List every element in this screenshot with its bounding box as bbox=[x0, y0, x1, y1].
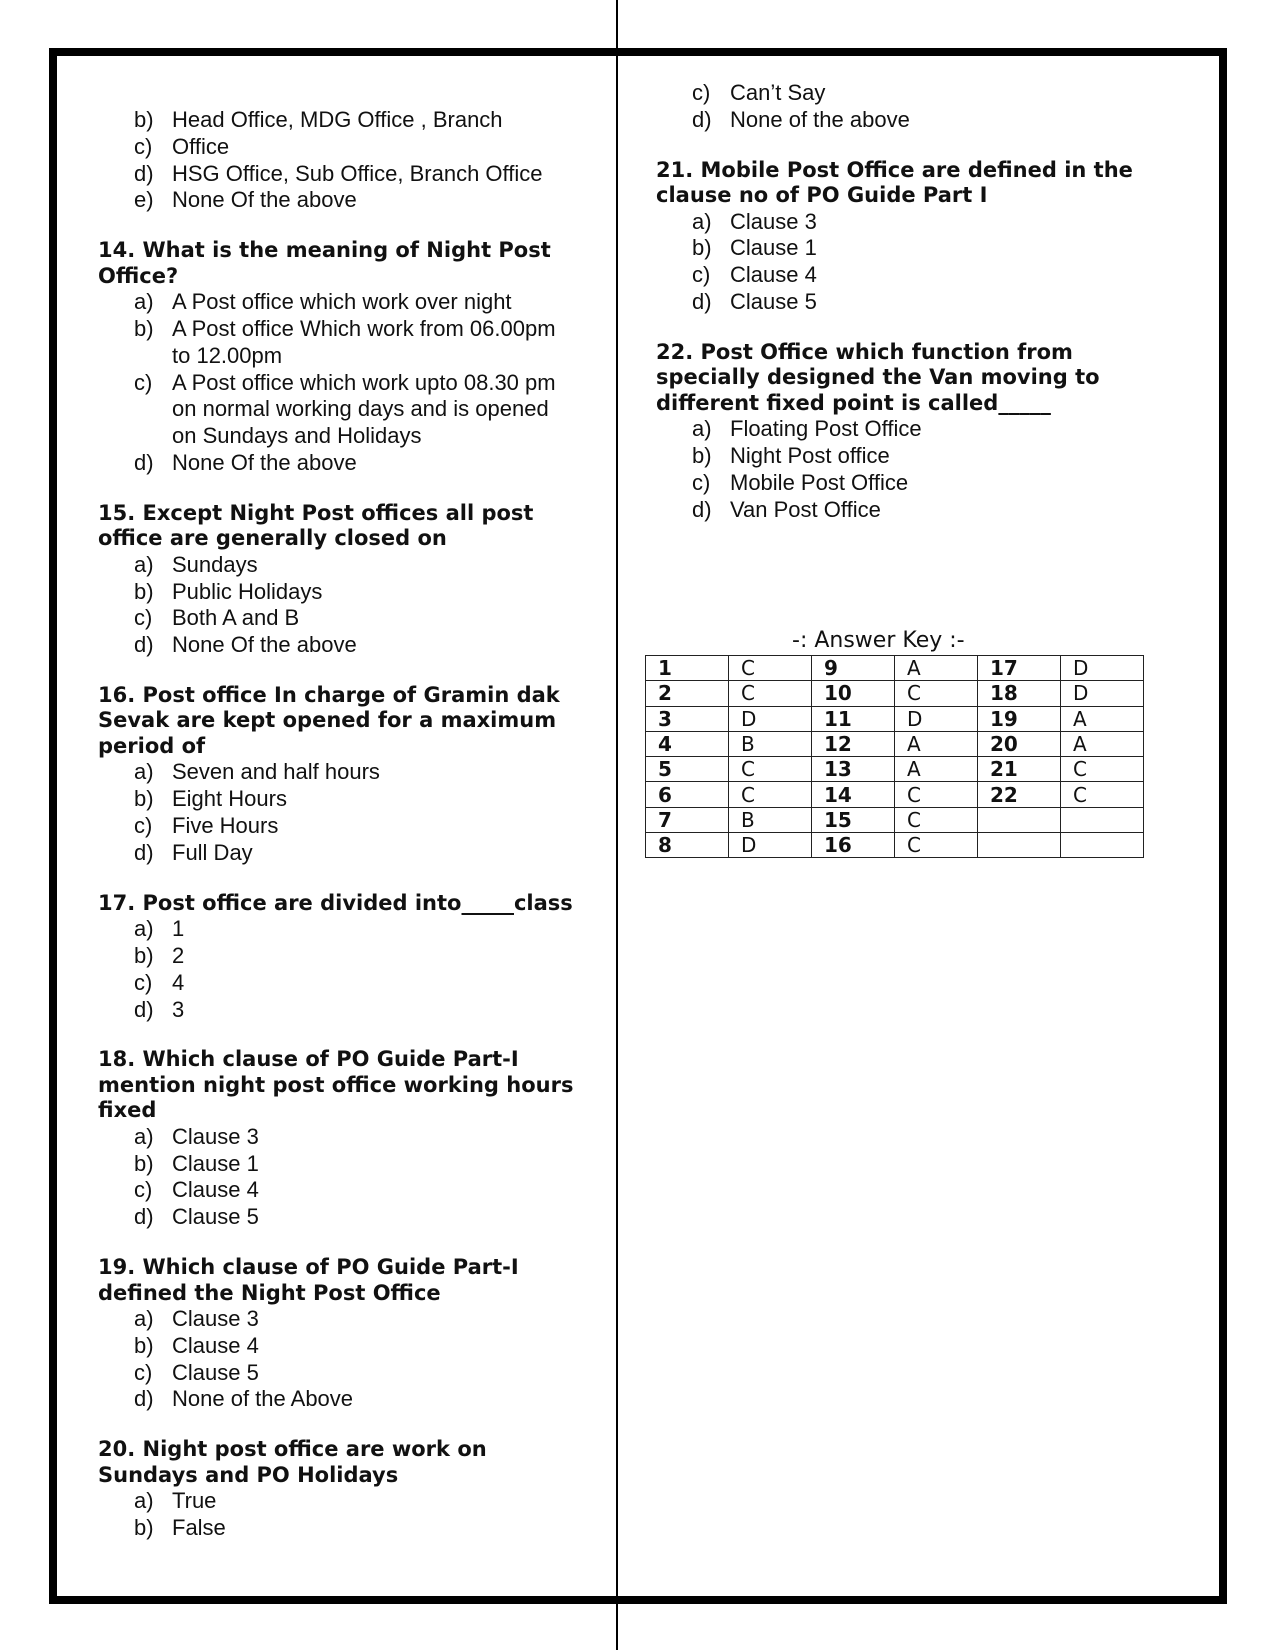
option-text: Clause 3 bbox=[172, 1306, 259, 1332]
option-b bbox=[656, 443, 1156, 470]
option-text: Clause 5 bbox=[172, 1359, 259, 1385]
question-18 bbox=[98, 1047, 578, 1231]
options-list bbox=[98, 107, 578, 214]
option-label: c) bbox=[134, 813, 153, 839]
option-d bbox=[98, 632, 578, 659]
option-b bbox=[98, 1151, 578, 1178]
option-d bbox=[656, 107, 1156, 134]
option-c bbox=[98, 1360, 578, 1387]
options-list bbox=[656, 80, 1156, 134]
table-row bbox=[646, 706, 1144, 731]
question-number bbox=[978, 807, 1061, 832]
question-number: 5 bbox=[646, 757, 729, 782]
option-b bbox=[98, 1515, 578, 1542]
option-b bbox=[98, 1333, 578, 1360]
question-20 bbox=[98, 1437, 578, 1542]
question-text: 14. What is the meaning of Night Post Office? bbox=[98, 238, 551, 288]
option-b bbox=[98, 107, 578, 134]
answer: B bbox=[729, 731, 812, 756]
question-number: 9 bbox=[812, 656, 895, 681]
option-text: Seven and half hours bbox=[172, 759, 380, 785]
option-text: Night Post office bbox=[730, 443, 890, 469]
question-number: 17 bbox=[978, 656, 1061, 681]
question-text: 20. Night post office are work on Sundays and PO Holidays bbox=[98, 1437, 487, 1487]
option-d bbox=[98, 161, 578, 188]
option-text: HSG Office, Sub Office, Branch Office bbox=[172, 160, 543, 186]
options-list bbox=[98, 916, 578, 1023]
answer: D bbox=[1061, 656, 1144, 681]
option-text: Clause 4 bbox=[172, 1177, 259, 1203]
option-label: c) bbox=[692, 80, 711, 105]
answer: C bbox=[895, 833, 978, 858]
question-number: 16 bbox=[812, 833, 895, 858]
option-c bbox=[98, 813, 578, 840]
option-a bbox=[98, 1124, 578, 1151]
question-number: 22 bbox=[978, 782, 1061, 807]
answer: C bbox=[1061, 757, 1144, 782]
option-label: d) bbox=[692, 106, 712, 132]
option-text: 3 bbox=[172, 996, 185, 1022]
option-label: c) bbox=[134, 133, 153, 159]
question-number: 3 bbox=[646, 706, 729, 731]
option-a bbox=[98, 289, 578, 316]
question-number: 13 bbox=[812, 757, 895, 782]
option-label: b) bbox=[134, 315, 154, 341]
option-a bbox=[656, 416, 1156, 443]
option-label: a) bbox=[134, 1488, 154, 1514]
option-text: Can’t Say bbox=[730, 80, 826, 105]
option-label: c) bbox=[692, 469, 711, 495]
option-text: Clause 4 bbox=[730, 262, 817, 288]
option-label: a) bbox=[134, 551, 154, 577]
question-13-continued bbox=[98, 107, 578, 214]
option-e bbox=[98, 187, 578, 214]
option-d bbox=[98, 1386, 578, 1413]
answer-key-title: -: Answer Key :- bbox=[792, 628, 965, 653]
option-text: None of the Above bbox=[172, 1386, 354, 1412]
option-label: a) bbox=[134, 1123, 154, 1149]
option-label: d) bbox=[134, 1204, 154, 1230]
question-number: 15 bbox=[812, 807, 895, 832]
option-c bbox=[98, 1177, 578, 1204]
option-text: Clause 1 bbox=[172, 1150, 259, 1176]
question-text: 15. Except Night Post offices all post office are generally closed on bbox=[98, 500, 534, 551]
option-c bbox=[656, 470, 1156, 497]
options-list bbox=[656, 209, 1156, 316]
option-text: A Post office Which work from 06.00pm to 12.00pm bbox=[172, 315, 556, 368]
options-list bbox=[98, 1124, 578, 1231]
option-text: Clause 5 bbox=[172, 1204, 259, 1230]
option-label: b) bbox=[134, 1515, 154, 1540]
answer: A bbox=[895, 731, 978, 756]
question-number: 7 bbox=[646, 807, 729, 832]
answer: A bbox=[895, 656, 978, 681]
question-number: 4 bbox=[646, 731, 729, 756]
table-row bbox=[646, 807, 1144, 832]
options-list bbox=[98, 1306, 578, 1413]
option-b bbox=[98, 786, 578, 813]
options-list bbox=[98, 759, 578, 866]
option-label: a) bbox=[134, 289, 154, 315]
option-label: a) bbox=[692, 416, 712, 442]
answer: C bbox=[729, 782, 812, 807]
right-column bbox=[656, 80, 1156, 523]
question-17 bbox=[98, 891, 578, 1024]
question-20-continued bbox=[656, 80, 1156, 134]
option-text: Public Holidays bbox=[172, 578, 323, 604]
option-label: a) bbox=[134, 916, 154, 942]
option-c bbox=[98, 370, 578, 450]
question-number: 21 bbox=[978, 757, 1061, 782]
option-b bbox=[98, 316, 578, 370]
answer: C bbox=[729, 681, 812, 706]
question-text: 16. Post office In charge of Gramin dak Sevak are kept opened for a maximum period of bbox=[98, 682, 560, 758]
option-d bbox=[98, 997, 578, 1024]
answer: C bbox=[729, 656, 812, 681]
question-16 bbox=[98, 683, 578, 867]
option-a bbox=[98, 1306, 578, 1333]
option-d bbox=[656, 289, 1156, 316]
answer bbox=[1061, 833, 1144, 858]
answer: A bbox=[895, 757, 978, 782]
question-22 bbox=[656, 340, 1156, 524]
option-label: d) bbox=[134, 1386, 154, 1412]
option-d bbox=[98, 1204, 578, 1231]
answer: C bbox=[1061, 782, 1144, 807]
option-text: A Post office which work upto 08.30 pm on normal working days and is opened on Sundays and Holidays bbox=[172, 369, 556, 449]
option-text: Clause 3 bbox=[730, 208, 817, 234]
option-text: None Of the above bbox=[172, 632, 357, 658]
answer: D bbox=[729, 706, 812, 731]
option-text: False bbox=[172, 1515, 226, 1540]
option-label: b) bbox=[134, 786, 154, 812]
answer: D bbox=[729, 833, 812, 858]
option-text: Mobile Post Office bbox=[730, 469, 909, 495]
option-label: b) bbox=[692, 443, 712, 469]
table-row bbox=[646, 731, 1144, 756]
options-list bbox=[98, 1488, 578, 1542]
option-label: d) bbox=[134, 160, 154, 186]
option-label: b) bbox=[134, 578, 154, 604]
options-list bbox=[98, 289, 578, 477]
option-text: None Of the above bbox=[172, 449, 357, 475]
option-label: d) bbox=[134, 632, 154, 658]
question-number: 2 bbox=[646, 681, 729, 706]
question-number: 10 bbox=[812, 681, 895, 706]
option-text: A Post office which work over night bbox=[172, 289, 512, 315]
option-label: b) bbox=[134, 1332, 154, 1358]
question-text: 21. Mobile Post Office are defined in the clause no of PO Guide Part I bbox=[656, 157, 1133, 208]
option-label: a) bbox=[692, 208, 712, 234]
answer: D bbox=[1061, 681, 1144, 706]
option-b bbox=[98, 579, 578, 606]
answer-key-table bbox=[645, 655, 1144, 858]
option-label: c) bbox=[134, 1177, 153, 1203]
option-label: a) bbox=[134, 1306, 154, 1332]
option-c bbox=[98, 605, 578, 632]
question-19 bbox=[98, 1255, 578, 1413]
option-c bbox=[656, 80, 1156, 107]
option-text: Both A and B bbox=[172, 605, 300, 631]
table-row bbox=[646, 782, 1144, 807]
option-b bbox=[656, 235, 1156, 262]
option-a bbox=[98, 1488, 578, 1515]
question-number: 1 bbox=[646, 656, 729, 681]
option-text: Clause 5 bbox=[730, 288, 817, 314]
option-c bbox=[98, 970, 578, 997]
option-label: b) bbox=[134, 942, 154, 968]
options-list bbox=[656, 416, 1156, 523]
option-a bbox=[98, 916, 578, 943]
question-15 bbox=[98, 501, 578, 659]
option-label: c) bbox=[134, 1359, 153, 1385]
answer: C bbox=[895, 807, 978, 832]
option-label: c) bbox=[134, 369, 153, 395]
option-text: Floating Post Office bbox=[730, 416, 922, 442]
option-label: d) bbox=[692, 496, 712, 522]
option-text: Eight Hours bbox=[172, 786, 287, 812]
question-14 bbox=[98, 238, 578, 477]
option-label: c) bbox=[134, 605, 153, 631]
option-text: Full Day bbox=[172, 839, 253, 865]
question-text: 18. Which clause of PO Guide Part-I mention night post office working hours fixed bbox=[98, 1047, 574, 1123]
option-d bbox=[98, 840, 578, 867]
question-number: 18 bbox=[978, 681, 1061, 706]
option-d bbox=[656, 497, 1156, 524]
answer: C bbox=[729, 757, 812, 782]
option-text: None Of the above bbox=[172, 187, 357, 213]
question-number: 8 bbox=[646, 833, 729, 858]
answer: D bbox=[895, 706, 978, 731]
option-label: d) bbox=[134, 449, 154, 475]
option-text: Five Hours bbox=[172, 813, 279, 839]
option-text: Clause 3 bbox=[172, 1123, 259, 1149]
option-text: 4 bbox=[172, 969, 185, 995]
answer bbox=[1061, 807, 1144, 832]
option-label: d) bbox=[134, 996, 154, 1022]
option-text: Clause 1 bbox=[730, 235, 817, 261]
option-d bbox=[98, 450, 578, 477]
left-column bbox=[98, 107, 578, 1542]
option-c bbox=[98, 134, 578, 161]
option-label: d) bbox=[134, 839, 154, 865]
question-number: 20 bbox=[978, 731, 1061, 756]
option-label: e) bbox=[134, 187, 154, 213]
option-text: 2 bbox=[172, 942, 185, 968]
option-b bbox=[98, 943, 578, 970]
option-label: b) bbox=[134, 107, 154, 132]
option-text: True bbox=[172, 1488, 217, 1514]
question-text: 19. Which clause of PO Guide Part-I defined the Night Post Office bbox=[98, 1255, 519, 1305]
answer: C bbox=[895, 782, 978, 807]
option-label: c) bbox=[134, 969, 153, 995]
question-text: 17. Post office are divided into_____class bbox=[98, 890, 573, 915]
question-number: 19 bbox=[978, 706, 1061, 731]
option-a bbox=[98, 552, 578, 579]
option-label: c) bbox=[692, 262, 711, 288]
question-number: 14 bbox=[812, 782, 895, 807]
answer: A bbox=[1061, 731, 1144, 756]
option-text: Van Post Office bbox=[730, 496, 881, 522]
option-text: None of the above bbox=[730, 106, 910, 132]
option-label: b) bbox=[692, 235, 712, 261]
question-number: 6 bbox=[646, 782, 729, 807]
answer: B bbox=[729, 807, 812, 832]
option-text: Office bbox=[172, 133, 230, 159]
option-label: d) bbox=[692, 288, 712, 314]
option-text: 1 bbox=[172, 916, 185, 942]
option-text: Clause 4 bbox=[172, 1332, 259, 1358]
option-label: b) bbox=[134, 1150, 154, 1176]
option-label: a) bbox=[134, 759, 154, 785]
option-a bbox=[98, 759, 578, 786]
option-text: Sundays bbox=[172, 551, 258, 577]
question-number: 12 bbox=[812, 731, 895, 756]
table-row bbox=[646, 833, 1144, 858]
answer: C bbox=[895, 681, 978, 706]
option-text: Head Office, MDG Office , Branch bbox=[172, 107, 503, 132]
question-number bbox=[978, 833, 1061, 858]
table-row bbox=[646, 656, 1144, 681]
table-row bbox=[646, 681, 1144, 706]
options-list bbox=[98, 552, 578, 659]
table-row bbox=[646, 757, 1144, 782]
question-21 bbox=[656, 158, 1156, 316]
answer: A bbox=[1061, 706, 1144, 731]
option-a bbox=[656, 209, 1156, 236]
question-number: 11 bbox=[812, 706, 895, 731]
option-c bbox=[656, 262, 1156, 289]
question-text: 22. Post Office which function from specially designed the Van moving to different fixed point is called_____ bbox=[656, 339, 1100, 415]
